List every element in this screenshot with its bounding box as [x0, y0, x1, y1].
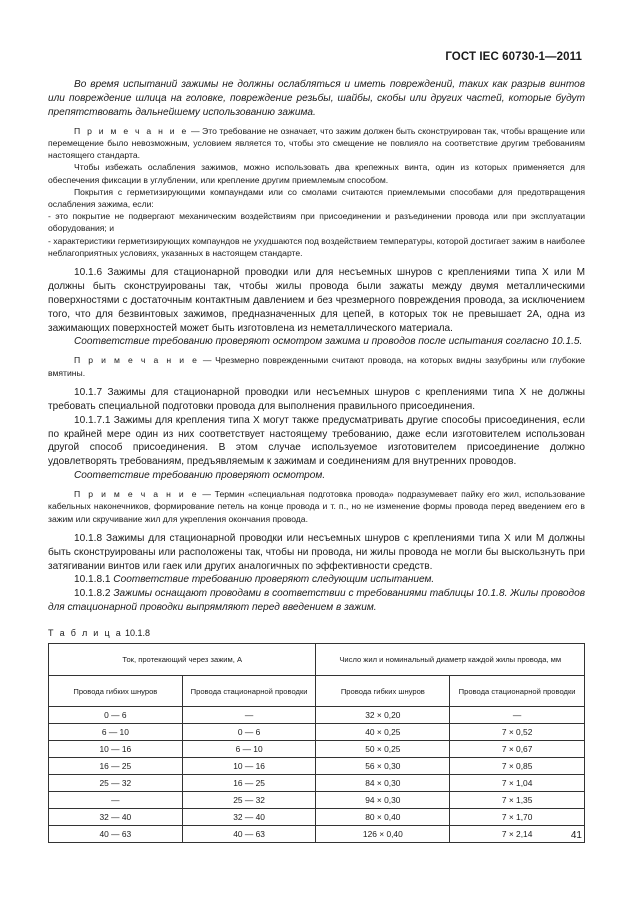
table-row: [49, 707, 585, 724]
table-cell: 10 — 16: [182, 758, 316, 775]
table-cell: 40 × 0,25: [316, 724, 450, 741]
table-cell: 50 × 0,25: [316, 741, 450, 758]
table-cell: 7 × 1,04: [450, 775, 585, 792]
note-label: П р и м е ч а н и е: [74, 355, 200, 366]
table-cell: 0 — 6: [49, 707, 183, 724]
table-cell: 7 × 0,67: [450, 741, 585, 758]
table-cell: 7 × 0,85: [450, 758, 585, 775]
paragraph-10-1-8-2: [48, 587, 585, 615]
note-list-item: - характеристики герметизирующих компаундов не ухудшаются под воздействием температуры, которой достигает зажим в наиболее неблагоприятных условиях, указанных в настоящем стандарте.: [48, 235, 585, 258]
table-cell: 6 — 10: [182, 741, 316, 758]
document-body: [48, 78, 585, 843]
paragraph-10-1-8-1: [48, 573, 585, 587]
paragraph-10-1-8: 10.1.8 Зажимы для стационарной проводки или несъемных шнуров с креплениями типа X или M должны быть сконструированы или расположены так, чтобы ни провода, ни жилы провода не могли бы выскользнуть при затягивании винтов или гаек или других аналогичных по эффективности средств.: [48, 532, 585, 572]
table-column-header: Провода стационарной проводки: [450, 676, 585, 707]
table-cell: 7 × 1,35: [450, 792, 585, 809]
table-cell: 84 × 0,30: [316, 775, 450, 792]
note-label: П р и м е ч а н и е: [74, 489, 199, 500]
table-cell: 126 × 0,40: [316, 826, 450, 843]
table-cell: 0 — 6: [182, 724, 316, 741]
document-header: ГОСТ IEC 60730-1—2011: [445, 51, 582, 63]
table-cell: 32 × 0,20: [316, 707, 450, 724]
note-list-item: - это покрытие не подвергают механическим воздействиям при присоединении и разъединении провода или при эксплуатации оборудования; и: [48, 211, 585, 234]
table-column-header: Провода стационарной проводки: [182, 676, 316, 707]
table-row: [49, 826, 585, 843]
table-row: [49, 724, 585, 741]
table-row: [49, 809, 585, 826]
table-cell: 40 — 63: [49, 826, 183, 843]
clause-number: 10.1.8.2: [74, 588, 114, 600]
note-3: [48, 488, 585, 525]
clause-text: Соответствие требованию проверяют следующим испытанием.: [113, 574, 435, 586]
paragraph-10-1-7-1: 10.1.7.1 Зажимы для крепления типа X могут также предусматривать другие способы присоединения, если по крайней мере один из них соответствует настоящему требованию, даже если изготовителем использован другой способ присоединения. В этом случае используемое изготовителем присоединение должно удовлетворять требованиям, предъявляемым к зажимам и соединениям для внутренних проводов.: [48, 414, 585, 468]
table-row: [49, 775, 585, 792]
clause-text: Зажимы оснащают проводами в соответствии с требованиями таблицы 10.1.8. Жилы проводов для стационарной проводки выпрямляют перед введением в зажим.: [48, 588, 586, 614]
paragraph-10-1-7: 10.1.7 Зажимы для стационарной проводки или несъемных шнуров с креплениями типа X не должны требовать специальной подготовки провода для выполнения правильного присоединения.: [48, 386, 585, 412]
note-text: — Термин «специальная подготовка провода» подразумевает пайку его жил, использование кабельных наконечников, формирование петель на конце провода и т. п., но не изменение формы провода перед введением его в зажим или скручивание жил для укрепления окончания провода.: [48, 489, 585, 524]
table-group-header: Число жил и номинальный диаметр каждой жилы провода, мм: [316, 644, 585, 676]
note-paragraph: Покрытия с герметизирующими компаундами или со смолами считаются приемлемыми способами для предотвращения ослабления зажима, если:: [48, 186, 585, 209]
table-column-header: Провода гибких шнуров: [316, 676, 450, 707]
note-1: [48, 125, 585, 162]
table-group-header: Ток, протекающий через зажим, А: [49, 644, 316, 676]
clause-number: 10.1.8.1: [74, 574, 114, 586]
table-row: [49, 741, 585, 758]
table-cell: 25 — 32: [182, 792, 316, 809]
table-cell: 32 — 40: [182, 809, 316, 826]
table-cell: 25 — 32: [49, 775, 183, 792]
table-cell: 10 — 16: [49, 741, 183, 758]
table-row: [49, 758, 585, 775]
table-cell: 80 × 0,40: [316, 809, 450, 826]
table-row: [49, 792, 585, 809]
table-cell: 7 × 2,14: [450, 826, 585, 843]
table-cell: —: [182, 707, 316, 724]
paragraph-compliance: Соответствие требованию проверяют осмотром.: [74, 470, 326, 482]
paragraph-compliance: Соответствие требованию проверяют осмотром зажима и проводов после испытания согласно 10.1.5.: [74, 336, 583, 348]
data-table: [48, 643, 585, 843]
note-label: П р и м е ч а н и е: [74, 125, 189, 136]
note-2: [48, 354, 585, 378]
table-caption-label: Т а б л и ц а: [48, 628, 123, 639]
note-paragraph: Чтобы избежать ослабления зажимов, можно использовать два крепежных винта, один из которых применяется для обеспечения фиксации в углублении, или крепление другим приемлемым способом.: [48, 162, 585, 185]
table-cell: 32 — 40: [49, 809, 183, 826]
table-cell: —: [49, 792, 183, 809]
table-caption: [48, 628, 585, 638]
page-number: 41: [570, 830, 582, 841]
note-text: — Чрезмерно поврежденными считают провода, на которых видны зазубрины или глубокие вмятины.: [48, 355, 585, 378]
table-cell: —: [450, 707, 585, 724]
paragraph-10-1-6: 10.1.6 Зажимы для стационарной проводки или для несъемных шнуров с креплениями типа X или M должны быть сконструированы так, чтобы жилы провода были зажаты между двумя металлическими поверхностями с достаточным контактным давлением и без чрезмерного повреждения провода, за исключением того, что для безвинтовых зажимов, предназначенных для цепей, в которых ток не превышает 2А, одна из зажимающих поверхностей может быть изготовлена из неметаллического материала.: [48, 266, 585, 334]
table-cell: 7 × 0,52: [450, 724, 585, 741]
table-cell: 94 × 0,30: [316, 792, 450, 809]
table-column-header: Провода гибких шнуров: [49, 676, 183, 707]
table-cell: 40 — 63: [182, 826, 316, 843]
table-cell: 16 — 25: [182, 775, 316, 792]
table-caption-number: 10.1.8: [122, 628, 151, 639]
table-cell: 56 × 0,30: [316, 758, 450, 775]
note-text: — Это требование не означает, что зажим должен быть сконструирован так, чтобы вращение или перемещение было невозможным, условием является то, чтобы это смещение не повлияло на соответствие другим требованиям настоящего стандарта.: [48, 125, 585, 161]
table-cell: 6 — 10: [49, 724, 183, 741]
paragraph-requirement: Во время испытаний зажимы не должны ослабляться и иметь повреждений, таких как разрыв винтов или повреждение шлица на головке, повреждение резьбы, шайбы, скобы или других частей, которые будут препятствовать дальнейшему использованию зажима.: [48, 79, 585, 118]
table-cell: 16 — 25: [49, 758, 183, 775]
table-cell: 7 × 1,70: [450, 809, 585, 826]
